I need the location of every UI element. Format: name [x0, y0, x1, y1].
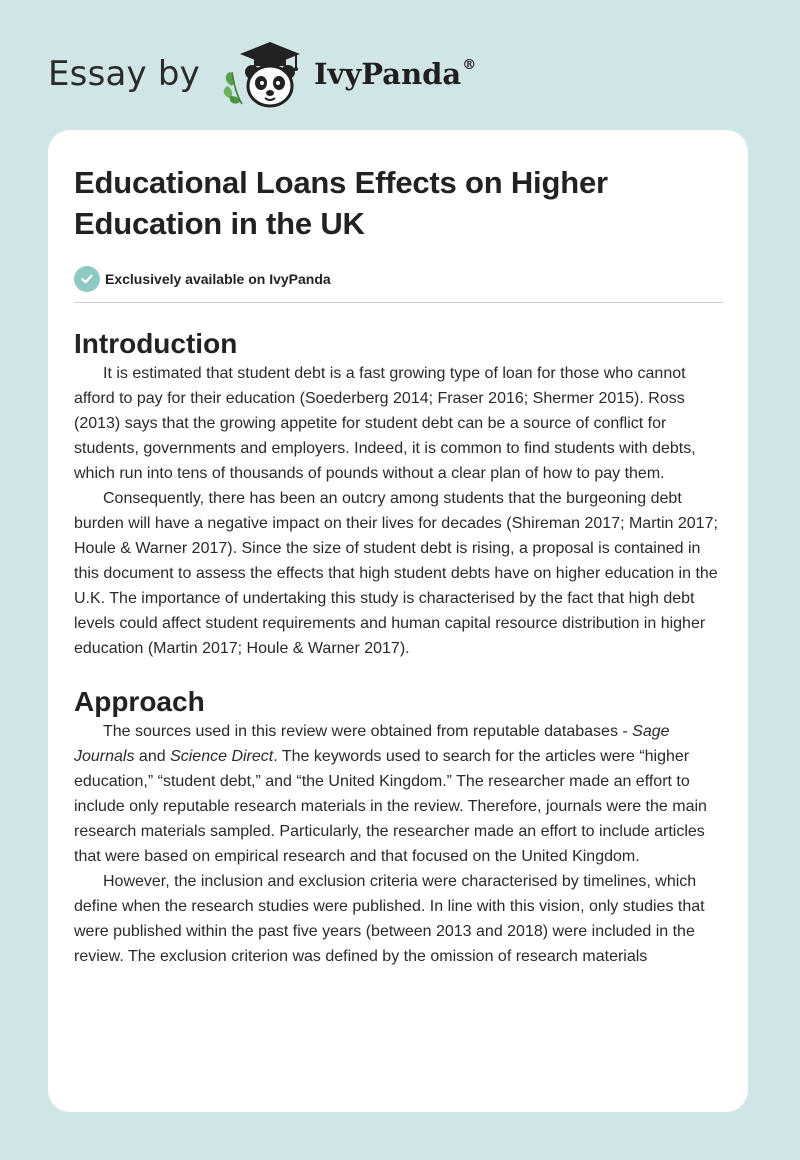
exclusive-label: Exclusively available on IvyPanda — [105, 271, 331, 287]
section-heading-approach: Approach — [74, 686, 205, 717]
essay-card — [48, 130, 748, 1112]
ivypanda-logo-icon[interactable] — [220, 36, 306, 112]
database-name: Sage Journals — [74, 723, 670, 765]
essay-title: Educational Loans Effects on Higher Education in the UK — [74, 165, 608, 241]
site-header — [48, 36, 476, 112]
paragraph: However, the inclusion and exclusion criteria were characterised by timelines, which define when the research studies were published. In line with this vision, only studies that were published within the past five years (between 2013 and 2018) were included in the review. The exclusion criterion was defined by the omission of research materials — [74, 873, 705, 965]
paragraph: Consequently, there has been an outcry among students that the burgeoning debt burden will have a negative impact on their lives for decades (Shireman 2017; Martin 2017; Houle & Warner 2017). Since the size of student debt is rising, a proposal is contained in this document to assess the effects that high student debts have on higher education in the U.K. The importance of undertaking this study is characterised by the fact that high debt levels could affect student requirements and human capital resource distribution in higher education (Martin 2017; Houle & Warner 2017). — [74, 490, 718, 657]
brand-name[interactable]: IvyPanda® — [313, 57, 477, 91]
divider — [74, 302, 723, 303]
database-name: Science Direct — [170, 748, 274, 765]
registered-mark: ® — [462, 57, 477, 74]
essay-by-label: Essay by — [48, 54, 200, 94]
paragraph: It is estimated that student debt is a fast growing type of loan for those who cannot afford to pay for their education (Soederberg 2014; Fraser 2016; Shermer 2015). Ross (2013) says that the growing appetite for student debt can be a source of conflict for students, governments and employers. Indeed, it is common to find students with debts, which run into tens of thousands of pounds without a clear plan of how to pay them. — [74, 365, 696, 482]
paragraph: The sources used in this review were obtained from reputable databases - Sage Journals and Science Direct. The keywords used to search for the articles were “higher education,” “student debt,” and “the United Kingdom.” The researcher made an effort to include only reputable research materials in the review. Therefore, journals were the main research materials sampled. Particularly, the researcher made an effort to include articles that were based on empirical research and that focused on the United Kingdom. — [74, 723, 707, 865]
check-circle-icon — [74, 266, 100, 292]
section-heading-introduction: Introduction — [74, 328, 238, 359]
exclusive-badge — [74, 266, 722, 292]
